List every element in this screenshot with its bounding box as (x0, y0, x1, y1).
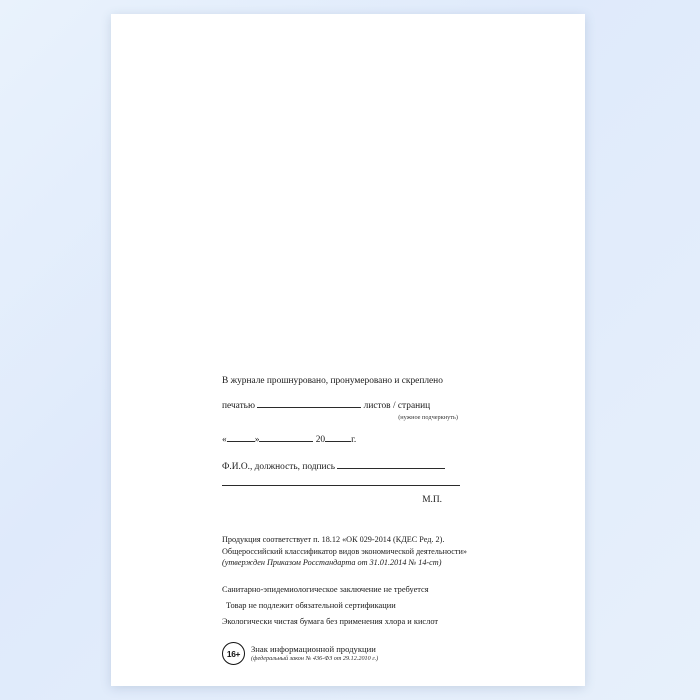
info-product-mark-block (222, 642, 478, 665)
year-field[interactable] (325, 432, 351, 442)
signatory-underline[interactable] (222, 484, 460, 486)
document-content (222, 374, 478, 665)
month-field[interactable] (259, 432, 313, 442)
seal-sheets-label: листов / страниц (363, 400, 431, 411)
signatory-field[interactable] (337, 459, 445, 469)
date-line (222, 432, 478, 448)
year-prefix: 20 (315, 434, 326, 445)
day-field[interactable] (227, 432, 255, 442)
signatory-label: Ф.И.О., должность, подпись (222, 462, 335, 473)
underline-hint: (нужное подчеркнуть) (398, 414, 458, 422)
seal-prefix-label: печатью (222, 400, 255, 411)
age-rating-icon: 16+ (222, 642, 245, 665)
info-mark-text (251, 642, 378, 662)
note-eco-paper: Экологически чистая бумага без применения хлора и кислот (222, 617, 439, 627)
stamp-place-label: М.П. (422, 495, 442, 506)
seal-certification-block (222, 374, 478, 508)
note-sanitary: Санитарно-эпидемиологическое заключение не требуется (222, 585, 429, 595)
legal-compliance-block (222, 534, 466, 570)
certification-notes (222, 582, 470, 630)
info-mark-subtitle: (федеральный закон № 436-ФЗ от 29.12.2010 г.) (251, 655, 379, 663)
info-mark-title: Знак информационной продукции (251, 644, 376, 655)
year-suffix: г. (351, 434, 357, 445)
seal-sheets-line (222, 398, 478, 414)
signatory-line (222, 459, 478, 475)
legal-line-2: Общероссийский классификатор видов экономической деятельности» (222, 546, 467, 556)
legal-line-3: (утвержден Приказом Росстандарта от 31.01.2014 № 14-ст) (222, 558, 442, 568)
document-page (111, 14, 585, 686)
seal-statement-line: В журнале прошнуровано, пронумеровано и скреплено (222, 376, 443, 386)
quote-close: » (254, 434, 260, 445)
note-certification: Товар не подлежит обязательной сертификации (226, 601, 396, 611)
sheets-count-field[interactable] (257, 398, 361, 408)
quote-open: « (222, 434, 227, 445)
legal-line-1: Продукция соответствует п. 18.12 «ОК 029-2014 (КДЕС Ред. 2). (222, 534, 445, 544)
